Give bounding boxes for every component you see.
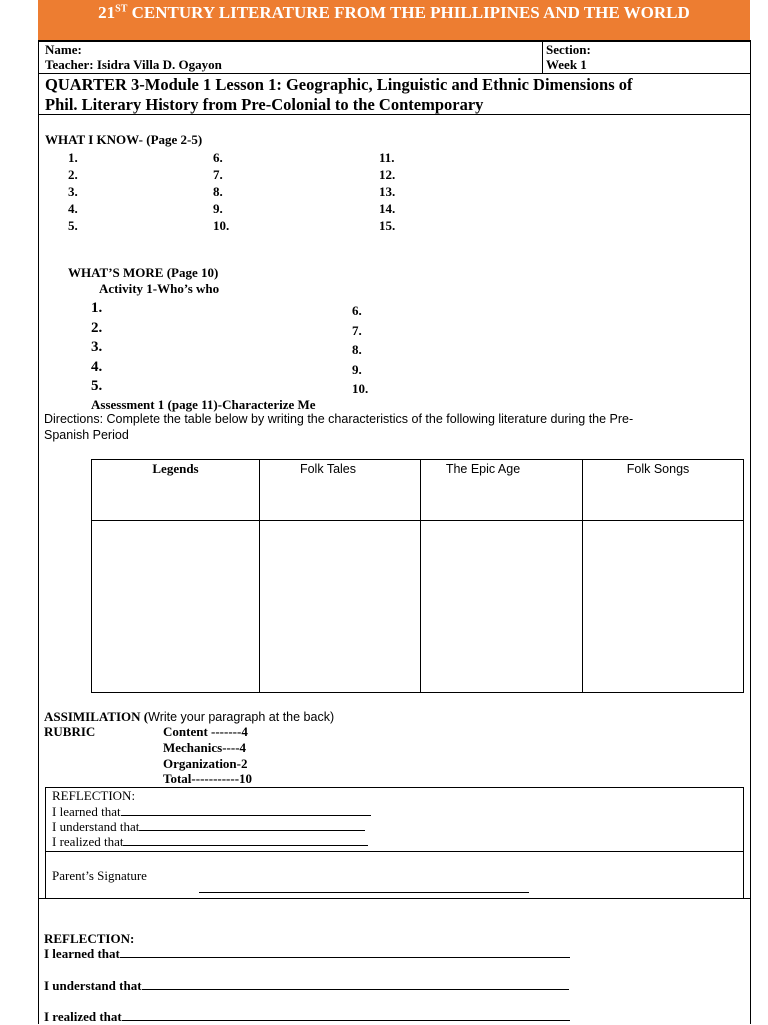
realized-blank[interactable] — [122, 1010, 570, 1021]
reflection-box-divider — [46, 851, 743, 852]
banner-title-superscript: ST — [115, 3, 128, 15]
rubric-item-content: Content -------4 — [163, 724, 248, 739]
table-cell-folk-songs[interactable] — [583, 521, 743, 692]
answer-number: 1. — [68, 150, 78, 165]
table-cell-folk-tales[interactable] — [260, 521, 420, 692]
answer-number: 8. — [213, 184, 223, 199]
realized-label: I realized that — [44, 1009, 122, 1024]
assimilation-title-bold: ASSIMILATION ( — [44, 709, 149, 724]
answer-number: 2. — [68, 167, 78, 182]
assimilation-title — [44, 709, 334, 725]
realized-blank[interactable] — [123, 835, 368, 846]
table-header-folk-songs: Folk Songs — [626, 462, 690, 476]
activity-title: Activity 1-Who’s who — [99, 281, 220, 296]
answer-number: 7. — [352, 322, 362, 338]
answer-number: 11. — [379, 150, 395, 165]
answer-number: 10. — [213, 218, 230, 233]
parent-signature-line[interactable] — [199, 892, 529, 893]
realized-label: I realized that — [52, 834, 124, 849]
reflection-box-realized[interactable] — [52, 834, 368, 850]
reflection-box-title: REFLECTION: — [52, 788, 136, 803]
lesson-title-line1: QUARTER 3-Module 1 Lesson 1: Geographic, Linguistic and Ethnic Dimensions of — [45, 75, 633, 94]
reflection-bottom-realized[interactable] — [44, 1009, 570, 1025]
what-i-know-col2 — [213, 149, 229, 234]
understand-blank[interactable] — [139, 820, 365, 831]
answer-number: 4. — [68, 201, 78, 216]
what-i-know-title: WHAT I KNOW- (Page 2-5) — [45, 132, 203, 147]
what-i-know-col1 — [68, 149, 78, 234]
answer-number: 3. — [68, 184, 78, 199]
outer-right-border — [750, 40, 751, 1024]
directions-line1: Directions: Complete the table below by writing the characteristics of the following literature during the Pre- — [44, 412, 634, 426]
learned-label: I learned that — [52, 804, 121, 819]
answer-number: 15. — [379, 218, 396, 233]
rubric-item-mechanics: Mechanics----4 — [163, 739, 247, 755]
answer-number: 13. — [379, 184, 396, 199]
learned-label: I learned that — [44, 946, 120, 961]
answer-number: 6. — [352, 303, 362, 318]
reflection-box — [45, 787, 744, 899]
reflection-box-learned[interactable] — [52, 804, 371, 820]
answer-number: 8. — [352, 342, 362, 358]
table-header-legends: Legends — [152, 461, 199, 476]
reflection-bottom-title: REFLECTION: — [44, 931, 135, 946]
answer-number: 2. — [91, 319, 103, 336]
whats-more-col1 — [91, 299, 102, 397]
page-banner — [38, 0, 750, 40]
answer-number: 12. — [379, 167, 396, 182]
understand-label: I understand that — [44, 978, 142, 993]
answer-number: 9. — [352, 361, 362, 377]
answer-number: 9. — [213, 201, 223, 216]
assessment-title: Assessment 1 (page 11)-Characterize Me — [91, 397, 316, 412]
lesson-title-line2: Phil. Literary History from Pre-Colonial to the Contemporary — [45, 95, 484, 114]
section-label: Section: — [546, 42, 591, 57]
banner-title-text: CENTURY LITERATURE FROM THE PHILLIPINES AND THE WORLD — [127, 3, 690, 22]
parent-signature-label: Parent’s Signature — [52, 868, 147, 883]
name-label: Name: — [45, 42, 82, 57]
rubric-label: RUBRIC — [44, 724, 96, 739]
table-header-epic-age: The Epic Age — [445, 462, 521, 476]
learned-blank[interactable] — [120, 947, 570, 958]
directions-line2: Spanish Period — [44, 428, 129, 442]
table-cell-legends[interactable] — [92, 521, 259, 692]
answer-number: 7. — [213, 167, 223, 182]
understand-blank[interactable] — [142, 979, 569, 990]
whats-more-col2 — [352, 301, 368, 399]
learned-blank[interactable] — [121, 805, 371, 816]
info-row-divider — [38, 73, 751, 74]
answer-number: 10. — [352, 381, 369, 397]
characterize-table — [91, 459, 744, 693]
rubric-item-total: Total-----------10 — [163, 771, 253, 787]
info-column-divider — [542, 40, 543, 74]
outer-left-border — [38, 40, 39, 1024]
answer-number: 1. — [91, 300, 103, 316]
answer-number: 3. — [91, 339, 103, 355]
answer-number: 6. — [213, 150, 223, 165]
week-label: Week 1 — [546, 57, 587, 72]
what-i-know-col3 — [379, 149, 395, 234]
answer-number: 5. — [91, 378, 103, 394]
assimilation-title-rest: Write your paragraph at the back) — [148, 710, 335, 724]
banner-title-number: 21 — [98, 3, 116, 22]
reflection-bottom-understand[interactable] — [44, 978, 569, 994]
table-header-folk-tales: Folk Tales — [299, 462, 357, 476]
whats-more-title: WHAT’S MORE (Page 10) — [68, 265, 219, 280]
rubric-item-organization: Organization-2 — [163, 755, 248, 771]
reflection-bottom-learned[interactable] — [44, 946, 570, 962]
answer-number: 5. — [68, 218, 78, 233]
answer-number: 4. — [91, 358, 103, 375]
rubric-items — [163, 724, 252, 787]
answer-number: 14. — [379, 201, 396, 216]
teacher-label: Teacher: Isidra Villa D. Ogayon — [45, 57, 222, 72]
understand-label: I understand that — [52, 819, 140, 834]
reflection-box-understand[interactable] — [52, 819, 365, 835]
table-cell-epic-age[interactable] — [421, 521, 582, 692]
